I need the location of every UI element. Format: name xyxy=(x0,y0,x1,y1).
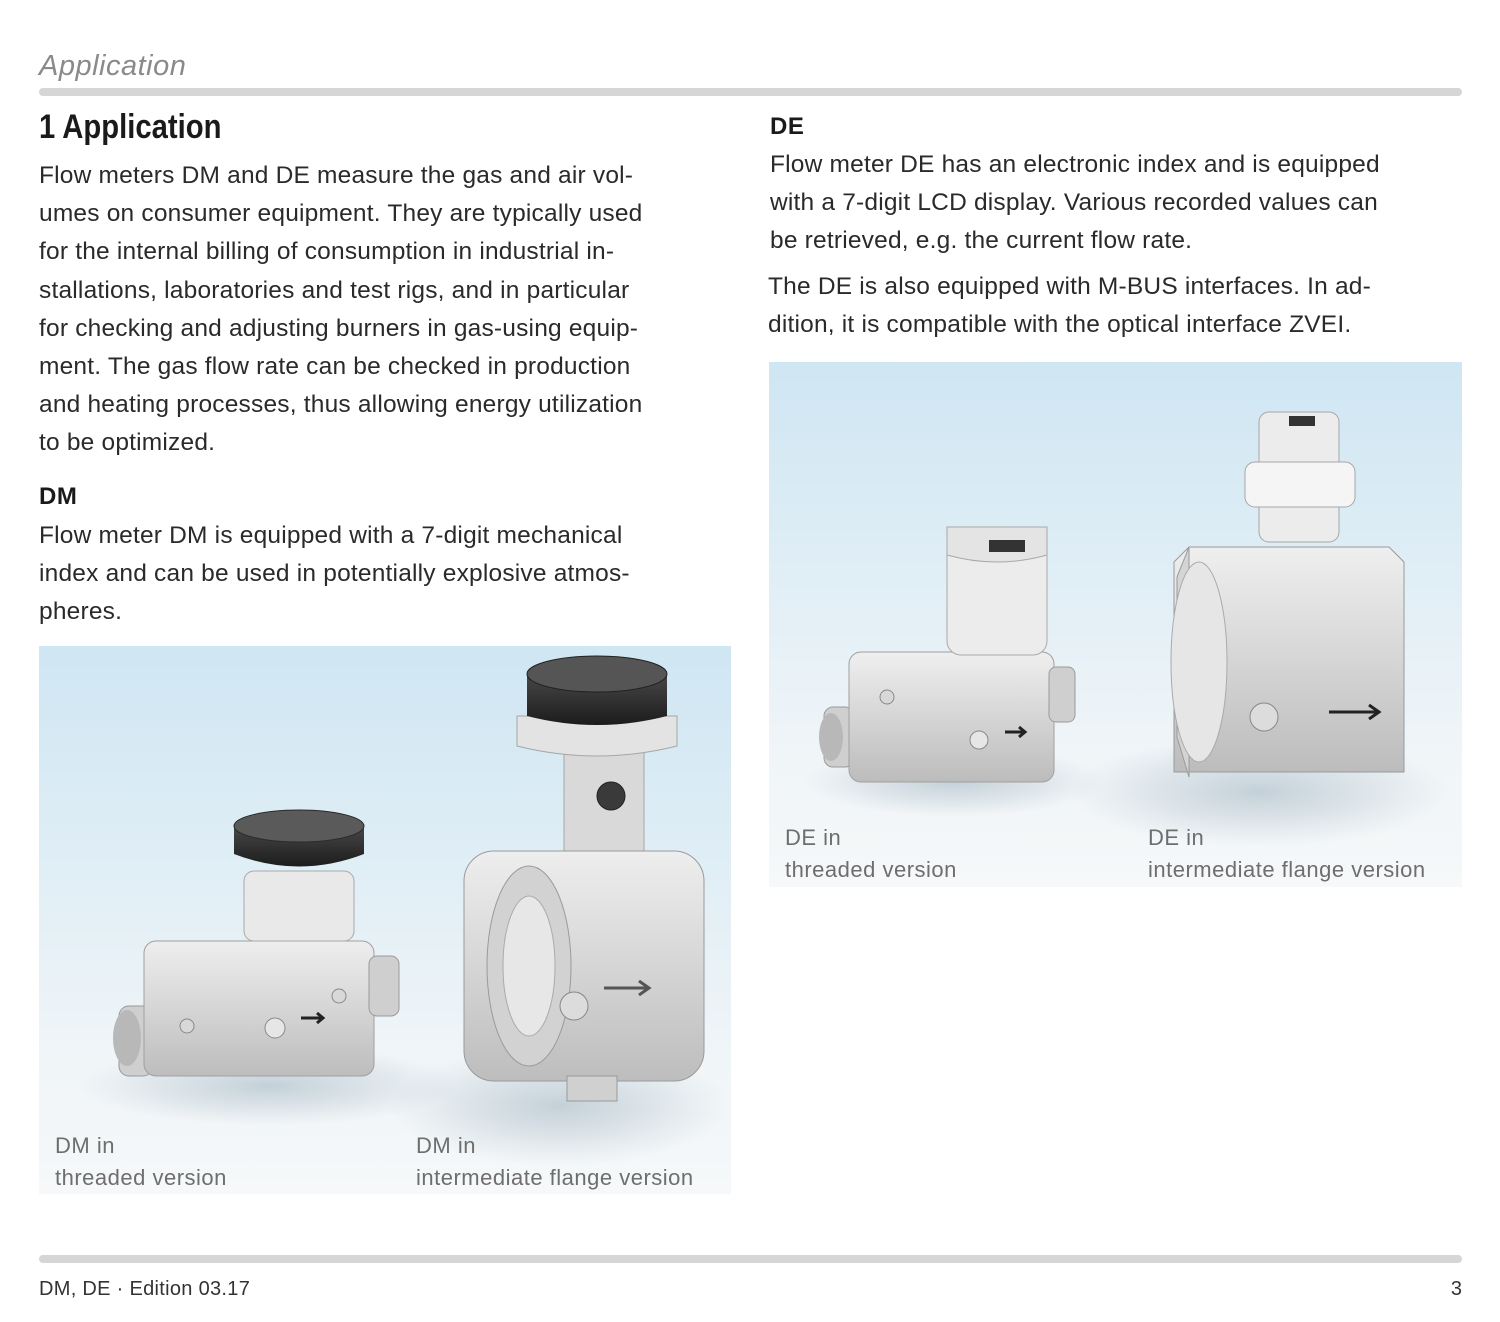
text-line: pheres. xyxy=(39,598,123,626)
de-heading: DE xyxy=(770,113,805,140)
de-product-photo xyxy=(769,362,1462,887)
dm-threaded-caption xyxy=(55,1130,227,1194)
de-flange-meter-illustration xyxy=(1069,412,1449,847)
caption-line: DM in xyxy=(416,1133,476,1158)
text-line: stallations, laboratories and test rigs, and in particular xyxy=(39,276,630,304)
dm-heading: DM xyxy=(39,483,78,510)
section-title: 1 Application xyxy=(39,108,222,146)
text-line: for checking and adjusting burners in gas-using equip- xyxy=(39,314,639,342)
footer-edition: DM, DE · Edition 03.17 xyxy=(39,1278,251,1300)
text-line: be retrieved, e.g. the current flow rate. xyxy=(770,227,1193,255)
intro-paragraph xyxy=(39,157,643,463)
caption-line: intermediate flange version xyxy=(1148,857,1426,882)
caption-line: intermediate flange version xyxy=(416,1165,694,1190)
text-line: for the internal billing of consumption in industrial in- xyxy=(39,238,615,266)
dm-product-photo xyxy=(39,646,731,1194)
de-threaded-caption xyxy=(785,822,957,886)
caption-line: DE in xyxy=(785,825,842,850)
caption-line: DM in xyxy=(55,1133,115,1158)
page-number: 3 xyxy=(1450,1278,1462,1300)
header-rule xyxy=(39,88,1462,96)
text-line: Flow meter DM is equipped with a 7-digit mechanical xyxy=(39,522,623,549)
caption-line: DE in xyxy=(1148,825,1205,850)
running-header: Application xyxy=(39,50,187,82)
text-line: ment. The gas flow rate can be checked in production xyxy=(39,353,631,381)
de-flange-caption xyxy=(1148,822,1426,886)
de-paragraph-1 xyxy=(770,146,1380,261)
footer-rule xyxy=(39,1255,1462,1263)
dm-flange-meter-illustration xyxy=(389,656,729,1166)
text-line: umes on consumer equipment. They are typically used xyxy=(39,200,643,228)
text-line: Flow meters DM and DE measure the gas and air vol- xyxy=(39,162,634,189)
caption-line: threaded version xyxy=(55,1165,227,1190)
text-line: with a 7-digit LCD display. Various recorded values can xyxy=(770,189,1378,217)
text-line: The DE is also equipped with M-BUS interfaces. In ad- xyxy=(768,273,1371,300)
de-paragraph-2 xyxy=(768,268,1371,344)
text-line: and heating processes, thus allowing energy utilization xyxy=(39,391,643,419)
text-line: Flow meter DE has an electronic index and is equipped xyxy=(770,151,1380,178)
text-line: to be optimized. xyxy=(39,429,216,457)
dm-paragraph xyxy=(39,517,630,632)
dm-threaded-meter-illustration xyxy=(79,810,459,1126)
de-threaded-meter-illustration xyxy=(804,527,1104,817)
caption-line: threaded version xyxy=(785,857,957,882)
text-line: dition, it is compatible with the optical interface ZVEI. xyxy=(768,311,1352,339)
text-line: index and can be used in potentially explosive atmos- xyxy=(39,560,630,588)
dm-flange-caption xyxy=(416,1130,694,1194)
